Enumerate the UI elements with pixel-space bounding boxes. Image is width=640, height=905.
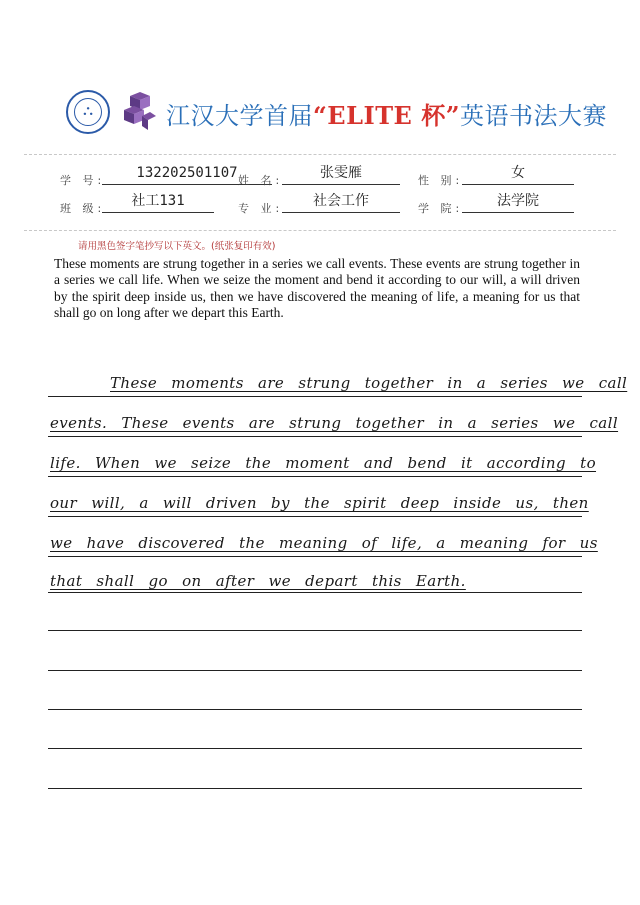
info-row-1: [60, 164, 590, 188]
handwriting-line-5: we have discovered the meaning of life, a meaning for us: [50, 534, 598, 552]
writing-rule: [48, 396, 582, 397]
page-header: [66, 88, 608, 138]
divider-top: [24, 154, 616, 155]
writing-rule: [48, 556, 582, 557]
handwriting-line-1: These moments are strung together in a series we call: [110, 374, 628, 392]
name-label: 姓 名:: [238, 174, 284, 187]
title-prefix: 江汉大学首届: [166, 102, 313, 130]
writing-rule: [48, 630, 582, 631]
writing-rule: [48, 748, 582, 749]
writing-rule: [48, 788, 582, 789]
major-label: 专 业:: [238, 202, 284, 215]
writing-rule: [48, 592, 582, 593]
student-id-label: 学 号:: [60, 174, 106, 187]
class-field: 社工131: [102, 192, 214, 213]
handwriting-line-4: our will, a will driven by the spirit deep inside us, then: [50, 494, 589, 512]
university-seal-icon: ⛬: [66, 90, 110, 134]
writing-rule: [48, 436, 582, 437]
class-label: 班 级:: [60, 202, 106, 215]
handwriting-line-2: events. These events are strung together in a series we call: [50, 414, 619, 432]
gender-field: 女: [462, 164, 574, 185]
elite-cube-logo-icon: [122, 92, 158, 132]
writing-rule: [48, 476, 582, 477]
writing-rule: [48, 516, 582, 517]
name-field: 张雯雁: [282, 164, 400, 185]
writing-rule: [48, 709, 582, 710]
title-suffix: 英语书法大赛: [460, 102, 608, 130]
college-label: 学 院:: [418, 202, 464, 215]
handwriting-line-6: that shall go on after we depart this Earth.: [50, 572, 466, 590]
student-id-field: 132202501107: [102, 164, 272, 185]
divider-bottom: [24, 230, 616, 231]
page-title: [166, 96, 607, 131]
college-field: 法学院: [462, 192, 574, 213]
major-field: 社会工作: [282, 192, 400, 213]
handwriting-line-3: life. When we seize the moment and bend it according to: [50, 454, 597, 472]
instruction-text: 请用黑色签字笔抄写以下英文。(纸张复印有效): [78, 241, 276, 252]
source-passage: These moments are strung together in a series we call events. These events are strung together in a series we call life. When we seize the moment and bend it according to our will, a will driven by the spirit deep inside us, then we have discovered the meaning of life, a meaning for us that shall go on long after we depart this Earth.: [54, 256, 580, 321]
info-row-2: [60, 192, 590, 216]
gender-label: 性 别:: [418, 174, 464, 187]
title-highlight: “ELITE 杯”: [313, 101, 461, 130]
writing-rule: [48, 670, 582, 671]
